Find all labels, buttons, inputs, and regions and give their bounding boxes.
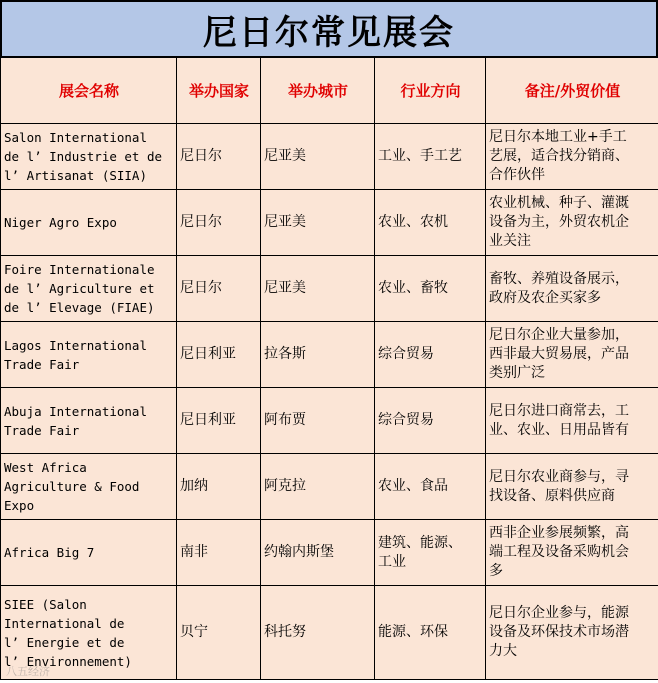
cell-industry: 农业、食品 <box>375 454 486 520</box>
cell-city: 尼亚美 <box>261 124 375 190</box>
cell-industry: 综合贸易 <box>375 388 486 454</box>
cell-note: 尼日尔企业参与，能源 设备及环保技术市场潜 力大 <box>486 586 658 680</box>
cell-note: 尼日尔进口商常去，工 业、农业、日用品皆有 <box>486 388 658 454</box>
cell-city: 尼亚美 <box>261 190 375 256</box>
cell-note: 尼日尔农业商参与，寻 找设备、原料供应商 <box>486 454 658 520</box>
header-country: 举办国家 <box>177 58 261 124</box>
cell-city: 阿克拉 <box>261 454 375 520</box>
cell-industry: 农业、农机 <box>375 190 486 256</box>
cell-industry: 工业、手工艺 <box>375 124 486 190</box>
table-row <box>1 322 658 388</box>
cell-industry: 综合贸易 <box>375 322 486 388</box>
cell-country: 贝宁 <box>177 586 261 680</box>
cell-city: 科托努 <box>261 586 375 680</box>
title-bar <box>0 0 658 58</box>
header-city: 举办城市 <box>261 58 375 124</box>
cell-industry: 农业、畜牧 <box>375 256 486 322</box>
cell-name: Abuja International Trade Fair <box>1 388 177 454</box>
cell-name: Africa Big 7 <box>1 520 177 586</box>
header-name: 展会名称 <box>1 58 177 124</box>
cell-city: 阿布贾 <box>261 388 375 454</box>
table-row <box>1 256 658 322</box>
header-note: 备注/外贸价值 <box>486 58 658 124</box>
cell-name: West Africa Agriculture & Food Expo <box>1 454 177 520</box>
cell-note: 农业机械、种子、灌溉 设备为主，外贸农机企 业关注 <box>486 190 658 256</box>
header-industry: 行业方向 <box>375 58 486 124</box>
cell-country: 尼日尔 <box>177 190 261 256</box>
cell-name: Lagos International Trade Fair <box>1 322 177 388</box>
cell-name: SIEE (Salon International de l’ Energie et de l’ Environnement) <box>1 586 177 680</box>
cell-country: 尼日利亚 <box>177 388 261 454</box>
cell-country: 南非 <box>177 520 261 586</box>
cell-name: Niger Agro Expo <box>1 190 177 256</box>
page-title: 尼日尔常见展会 <box>203 12 455 53</box>
cell-note: 畜牧、养殖设备展示， 政府及农企买家多 <box>486 256 658 322</box>
table-row <box>1 388 658 454</box>
table-row <box>1 190 658 256</box>
watermark: 八五经济 <box>6 665 50 678</box>
table-row <box>1 454 658 520</box>
cell-country: 尼日利亚 <box>177 322 261 388</box>
table-row <box>1 586 658 680</box>
cell-note: 西非企业参展频繁，高 端工程及设备采购机会 多 <box>486 520 658 586</box>
cell-note: 尼日尔企业大量参加， 西非最大贸易展，产品 类别广泛 <box>486 322 658 388</box>
cell-note: 尼日尔本地工业+手工 艺展，适合找分销商、 合作伙伴 <box>486 124 658 190</box>
cell-country: 尼日尔 <box>177 124 261 190</box>
cell-country: 加纳 <box>177 454 261 520</box>
table-row <box>1 124 658 190</box>
expo-table <box>0 57 658 680</box>
cell-industry: 能源、环保 <box>375 586 486 680</box>
table-row <box>1 520 658 586</box>
cell-name: Salon International de l’ Industrie et de l’ Artisanat (SIIA) <box>1 124 177 190</box>
cell-city: 约翰内斯堡 <box>261 520 375 586</box>
cell-name: Foire Internationale de l’ Agriculture et de l’ Elevage (FIAE) <box>1 256 177 322</box>
cell-city: 拉各斯 <box>261 322 375 388</box>
cell-industry: 建筑、能源、 工业 <box>375 520 486 586</box>
cell-city: 尼亚美 <box>261 256 375 322</box>
table-header-row <box>1 58 658 124</box>
cell-country: 尼日尔 <box>177 256 261 322</box>
